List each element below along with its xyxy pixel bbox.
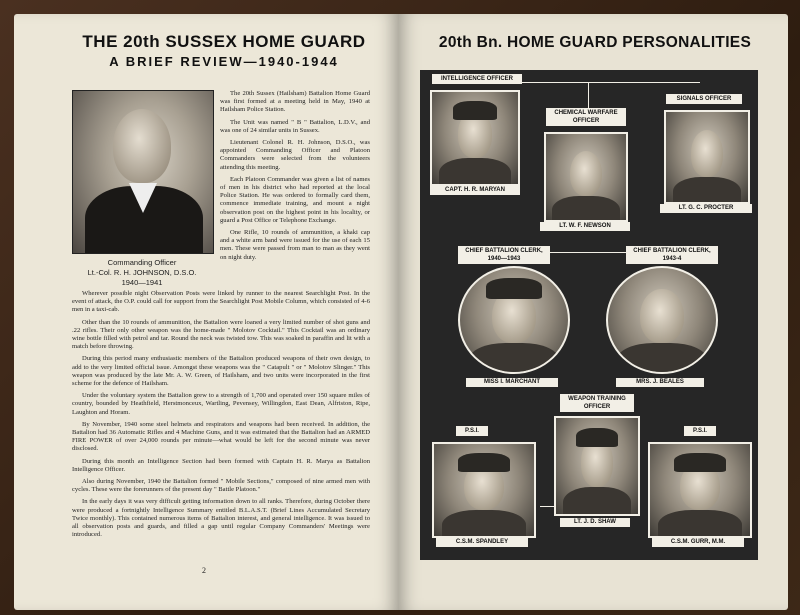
paragraph: Each Platoon Commander was given a list of names of men in his district who had reported at the local Police Station. He was ordered to formally card them, commence immediate training, and mount a night observation post on the highest point in his locality, or guard a Post Office or Telephone Exchange. — [220, 175, 370, 224]
photo-beales — [606, 266, 718, 374]
name-shaw: LT. J. D. SHAW — [560, 518, 630, 527]
photo-newson — [544, 132, 628, 222]
personalities-board — [420, 70, 758, 560]
paragraph: The Unit was named " B " Battalion, L.D.V., and was one of 24 similar units in Sussex. — [220, 118, 370, 134]
paragraph: Under the voluntary system the Battalion grew to a strength of 1,700 and operated over 150 square miles of country, bounded by Heathfield, Herstmonceux, Wartling, Pevensey, Willingdon, East Dean, Alfriston, Ripe, Laughton and Horam. — [72, 392, 370, 416]
personalities-title: 20th Bn. HOME GUARD PERSONALITIES — [438, 34, 752, 51]
page-title: THE 20th SUSSEX HOME GUARD — [82, 32, 366, 51]
photo-maryan — [430, 90, 520, 186]
photo-shaw — [554, 416, 640, 516]
label-chemical-warfare-officer: CHEMICAL WARFARE OFFICER — [546, 108, 626, 126]
paragraph: During this month an Intelligence Section had been formed with Captain H. R. Marya as Battalion Intelligence Officer. — [72, 457, 370, 473]
portrait-caption-years: 1940—1941 — [121, 278, 163, 287]
commanding-officer-portrait — [72, 90, 214, 254]
paragraph: In the early days it was very difficult getting information down to all ranks. Therefore, during October there were produced a fortnightly Intelligence Summary entitled B.L.A.S.T. (Brief Lines Accumulated Secretary Twice monthly). This contained numerous items of Battalion interest, and general intelligence. It was issued to all observation posts and guards, and filled a gap until regular Company Commanders' Meetings were introduced. — [72, 498, 370, 539]
paragraph: By November, 1940 some steel helmets and respirators and weapons had been received. In addition, the Battalion had 36 Automatic Rifles and 4 Machine Guns, and it was estimated that the Battalion had an ARMED FIRE POWER of over 24,000 rounds per minute—what would be left for the second minute was never disclosed. — [72, 420, 370, 453]
intro-text — [220, 90, 370, 266]
name-marchant: MISS I. MARCHANT — [466, 378, 558, 387]
name-gurr: C.S.M. GURR, M.M. — [652, 538, 744, 547]
page-number: 2 — [202, 566, 206, 575]
label-weapon-training-officer: WEAPON TRAINING OFFICER — [560, 394, 634, 412]
label-signals-officer: SIGNALS OFFICER — [666, 94, 742, 104]
photo-gurr — [648, 442, 752, 538]
page-subtitle: A BRIEF REVIEW—1940-1944 — [109, 54, 339, 69]
portrait-caption-name: Lt.-Col. R. H. JOHNSON, D.S.O. — [87, 268, 197, 277]
label-chief-clerk-1: CHIEF BATTALION CLERK, 1940—1943 — [458, 246, 550, 264]
left-page — [14, 14, 398, 610]
name-procter: LT. G. C. PROCTER — [660, 204, 752, 213]
photo-spandley — [432, 442, 536, 538]
label-intelligence-officer: INTELLIGENCE OFFICER — [432, 74, 522, 84]
paragraph: One Rifle, 10 rounds of ammunition, a khaki cap and a white arm band were issued for the use of each 15 men. These were passed from man to man as they went on night duty. — [220, 229, 370, 261]
label-chief-clerk-2: CHIEF BATTALION CLERK, 1943-4 — [626, 246, 718, 264]
label-psi-2: P.S.I. — [684, 426, 716, 436]
portrait-caption-role: Commanding Officer — [107, 258, 177, 267]
main-text — [72, 290, 370, 543]
name-spandley: C.S.M. SPANDLEY — [436, 538, 528, 547]
label-psi-1: P.S.I. — [456, 426, 488, 436]
name-newson: LT. W. F. NEWSON — [540, 222, 630, 231]
booklet — [14, 14, 788, 610]
paragraph: The 20th Sussex (Hailsham) Battalion Home Guard was first formed at a meeting held in May, 1940 at Hailsham Police Station. — [220, 90, 370, 114]
right-page — [398, 14, 788, 610]
name-beales: MRS. J. BEALES — [616, 378, 704, 387]
photo-marchant — [458, 266, 570, 374]
paragraph: Lieutenant Colonel R. H. Johnson, D.S.O., was appointed Commanding Officer and Platoon Commanders were selected from the volunteers attending this meeting. — [220, 139, 370, 171]
photo-procter — [664, 110, 750, 204]
paragraph: Also during November, 1940 the Battalion formed " Mobile Sections," composed of nine armed men with cycles. These were the forerunners of the present day " Battle Platoon." — [72, 478, 370, 494]
name-maryan: CAPT. H. R. MARYAN — [430, 186, 520, 195]
paragraph: During this period many enthusiastic members of the Battalion produced weapons of their own design, to add to the very limited official issue. Amongst these weapons was the " Catapult " or " Molotov Slinger." This weapon was produced by the late Mr. A. W. Green, of Hailsham, and two units were incorporated in the first scheme for the defence of Hailsham. — [72, 355, 370, 388]
paragraph: Wherever possible night Observation Posts were linked by runner to the nearest Searchlight Post. In the event of attack, the O.P. could call for support from the Searchlight Post Mobile Column, which consisted of 4-6 men in a taxi-cab. — [72, 290, 370, 314]
paragraph: Other than the 10 rounds of ammunition, the Battalion were loaned a very limited number of shot guns and .22 rifles. Their only other weapon was the home-made " Molotov Cocktail." This Cocktail was an ordinary wine bottle filled with petrol and tar. Round the neck was twisted tow. This was soaked in paraffin and lit with a match before throwing. — [72, 318, 370, 351]
